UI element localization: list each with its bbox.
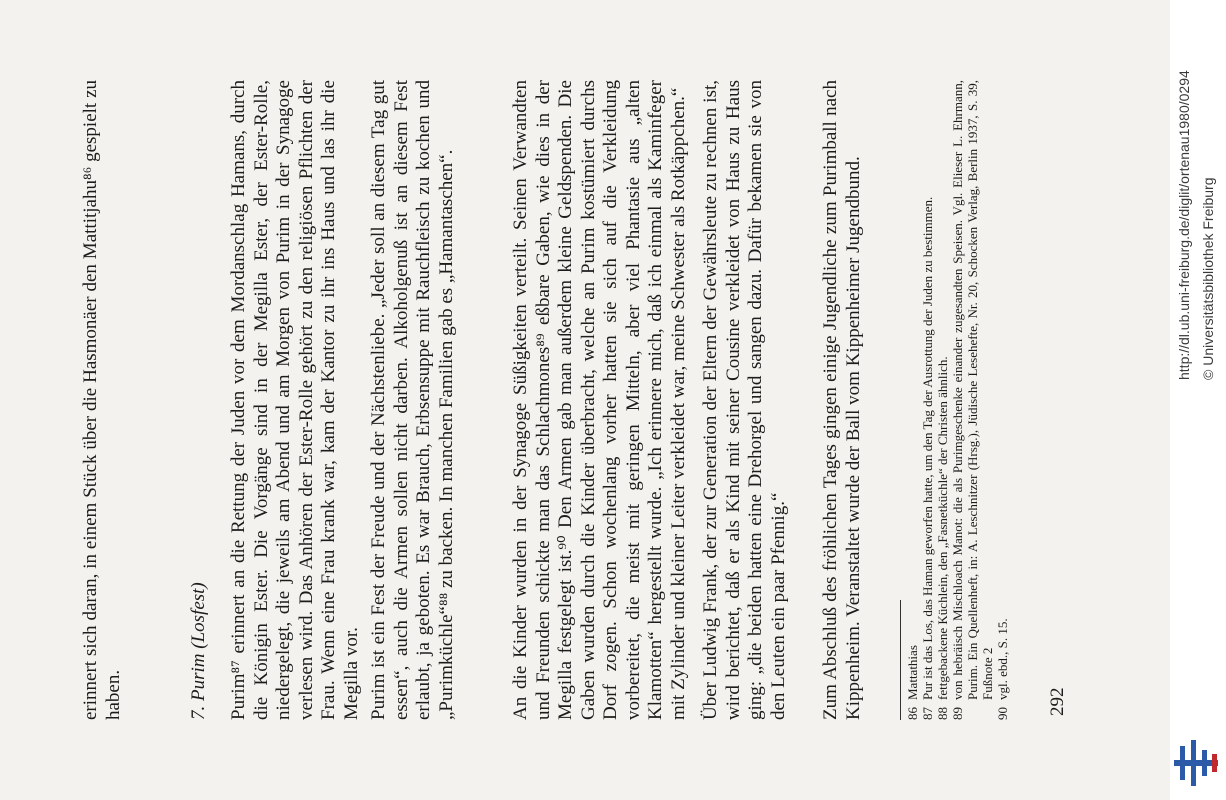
section-heading-block [188,80,210,720]
footnote [950,80,995,720]
footnote-text: Pur ist das Los, das Haman geworfen hatte, um den Tag der Ausrottung der Juden zu bestimmen. [920,196,935,700]
paragraph-1 [228,80,363,720]
paragraph-4 [700,80,790,720]
source-url[interactable]: http://dl.ub.uni-freiburg.de/diglit/ortenau1980/0294 [1176,70,1192,380]
footnote-number: 87 [920,707,935,720]
paragraph-text: Purim ist ein Fest der Freude und der Nächstenliebe. „Jeder soll an diesem Tag gut essen“, auch die Armen sollen nicht darben. Alkoholgenuß ist an diesem Fest erlaubt, ja geboten. Es war Brauch, Erbsensuppe mit Rauchfleisch zu kochen und „Purimküchle“⁸⁸ zu backen. In manchen Familien gab es „Hamantaschen“. [368,80,457,720]
sidebar-text [1170,0,1226,800]
footnote [920,80,935,720]
section-heading: 7. Purim (Losfest) [188,582,209,720]
footnote-number: 86 [905,707,920,720]
footnote-number: 88 [935,707,950,720]
paragraph-3 [510,80,690,720]
footnote-text: von hebräisch Mischloach Manot: die als Purimgeschenke einander zugesandten Speisen. Vgl. Elieser L. Ehrmann, Purim. Ein Quellenheft, in: A. Leschnitzer (Hrsg.), Jüdische Lesehefte, Nr. 20, Schocken Verlag, Berlin 1937, S. 39, Fußnote 2 [950,80,995,700]
footnote-text: vgl. ebd., S. 15. [995,618,1010,700]
footnote [935,80,950,720]
paragraph-5 [820,80,865,720]
footnote-text: Mattathias [905,645,920,700]
footnote [905,80,920,720]
footnote-number: 89 [950,707,965,720]
intro-text: erinnert sich daran, in einem Stück über die Hasmonäer den Mattitjahu⁸⁶ gespielt zu haben. [80,80,124,720]
paragraph-text: Zum Abschluß des fröhlichen Tages gingen einige Jugendliche zum Purimball nach Kippenheim. Veranstaltet wurde der Ball vom Kippenheimer Jugendbund. [820,80,864,720]
paragraph-2 [368,80,458,720]
paragraph-text: Über Ludwig Frank, der zur Generation der Eltern der Gewährsleute zu rechnen ist, wird berichtet, daß er als Kind mit seiner Cousine verkleidet von Haus zu Haus ging: „die beiden hatten eine Drehorgel und sangen dazu. Dafür bekamen sie von den Leuten ein paar Pfennig.“ [700,80,789,720]
footnote [995,80,1010,720]
institution-credit: © Universitätsbibliothek Freiburg [1200,177,1216,380]
page-number: 292 [1047,687,1068,716]
intro-paragraph [80,80,125,720]
footnotes [905,80,1010,720]
ub-freiburg-logo-icon [1174,740,1220,786]
paragraph-text: Purim⁸⁷ erinnert an die Rettung der Juden vor dem Mordanschlag Hamans, durch die Königin Ester. Die Vorgänge sind in der Megilla Ester, der Ester-Rolle, niedergelegt, die jeweils am Abend und am Morgen von Purim in der Synagoge verlesen wird. Das Anhören der Ester-Rolle gehört zu den religiösen Pflichten der Frau. Wenn eine Frau krank war, kam der Kantor zu ihr ins Haus und las ihr die Megilla vor. [228,80,362,720]
footnote-text: fettgebackene Küchlein, den „Fasnetküchle“ der Christen ähnlich. [935,356,950,700]
footnote-number: 90 [995,707,1010,720]
sidebar [1170,0,1226,800]
footnote-divider [900,600,901,720]
paragraph-text: An die Kinder wurden in der Synagoge Süßigkeiten verteilt. Seinen Verwandten und Freunden schickte man das Schlachmones⁸⁹ eßbare Gaben, wie dies in der Megilla festgelegt ist.⁹⁰ Den Armen gab man außerdem kleine Geldspenden. Die Gaben wurden durch die Kinder überbracht, welche an Purim kostümiert durchs Dorf zogen. Schon wochenlang vorher hatten sie sich auf die Verkleidung vorbereitet, die meist mit geringen Mitteln, aber viel Phantasie aus „alten Klamotten“ hergestellt wurde. „Ich erinnere mich, daß ich einmal als Kaminfeger mit Zylinder und kleiner Leiter verkleidet war, meine Schwester als Rotkäppchen.“ [510,80,689,720]
